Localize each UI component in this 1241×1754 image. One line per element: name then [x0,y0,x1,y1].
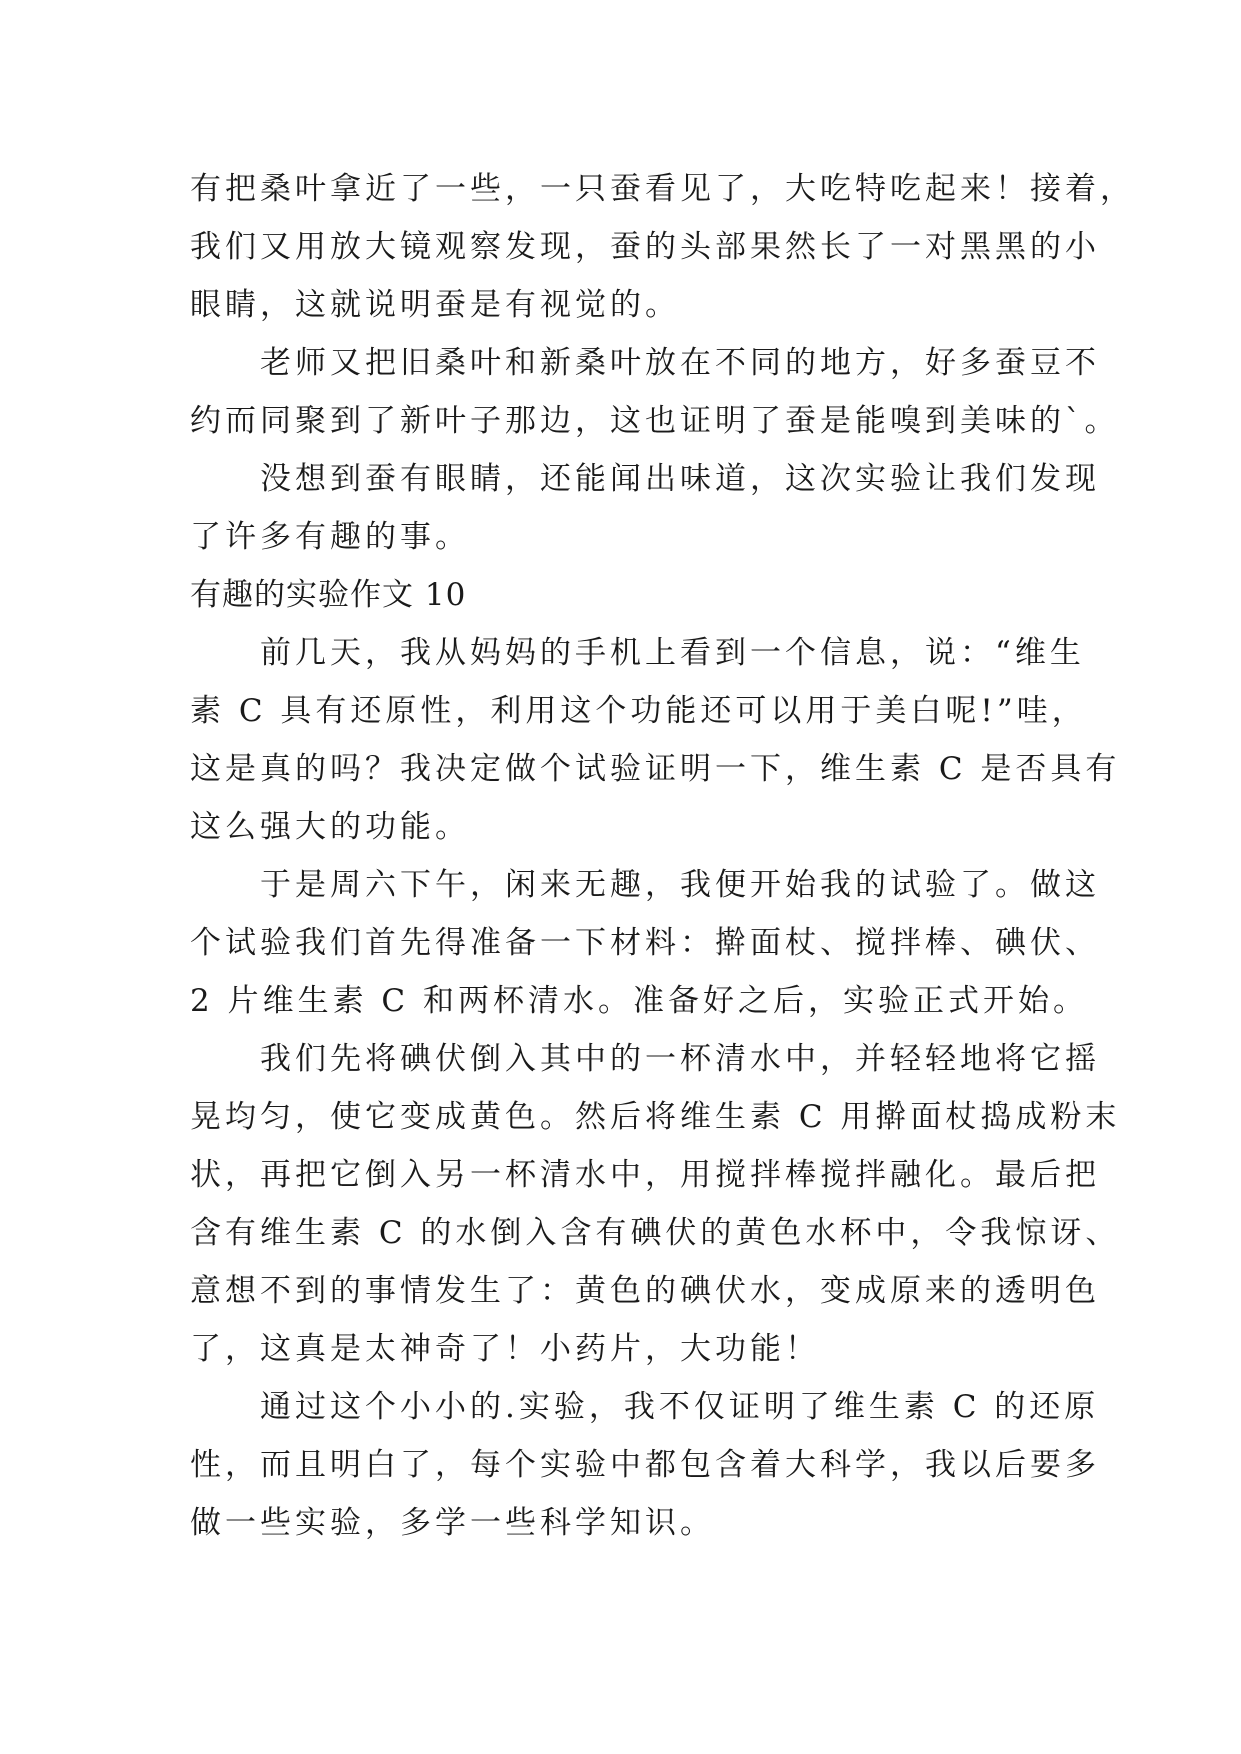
text-line: 个试验我们首先得准备一下材料：擀面杖、搅拌棒、碘伏、 [190,925,1100,961]
text-line: 约而同聚到了新叶子那边，这也证明了蚕是能嗅到美味的`。 [190,403,1120,439]
paragraph-first-line: 于是周六下午，闲来无趣，我便开始我的试验了。做这 [260,867,1100,903]
paragraph-first-line: 老师又把旧桑叶和新桑叶放在不同的地方，好多蚕豆不 [260,345,1100,381]
text-line: 素 C 具有还原性，利用这个功能还可以用于美白呢!”哇， [190,693,1087,729]
text-line: 眼睛，这就说明蚕是有视觉的。 [190,287,680,323]
text-line: 做一些实验，多学一些科学知识。 [190,1505,715,1541]
text-line: 这么强大的功能。 [190,809,470,845]
text-line: 性，而且明白了，每个实验中都包含着大科学，我以后要多 [190,1447,1100,1483]
text-line: 状，再把它倒入另一杯清水中，用搅拌棒搅拌融化。最后把 [190,1157,1100,1193]
paragraph-first-line: 前几天，我从妈妈的手机上看到一个信息，说：“维生 [260,635,1085,671]
essay-text [190,160,1135,1552]
text-line: 我们又用放大镜观察发现，蚕的头部果然长了一对黑黑的小 [190,229,1100,265]
text-line: 含有维生素 C 的水倒入含有碘伏的黄色水杯中，令我惊讶、 [190,1215,1121,1251]
text-line: 了许多有趣的事。 [190,519,470,555]
text-line: 有把桑叶拿近了一些，一只蚕看见了，大吃特吃起来！接着， [190,171,1135,207]
text-line: 意想不到的事情发生了：黄色的碘伏水，变成原来的透明色 [190,1273,1100,1309]
text-line: 这是真的吗？我决定做个试验证明一下，维生素 C 是否具有 [190,751,1121,787]
text-line: 晃均匀，使它变成黄色。然后将维生素 C 用擀面杖捣成粉末 [190,1099,1121,1135]
text-line: 了，这真是太神奇了！小药片，大功能！ [190,1331,820,1367]
paragraph-first-line: 没想到蚕有眼睛，还能闻出味道，这次实验让我们发现 [260,461,1100,497]
paragraph-first-line: 通过这个小小的.实验，我不仅证明了维生素 C 的还原 [260,1389,1100,1425]
text-line: 2 片维生素 C 和两杯清水。准备好之后，实验正式开始。 [190,983,1089,1019]
section-heading: 有趣的实验作文 10 [190,577,467,613]
paragraph-first-line: 我们先将碘伏倒入其中的一杯清水中，并轻轻地将它摇 [260,1041,1100,1077]
